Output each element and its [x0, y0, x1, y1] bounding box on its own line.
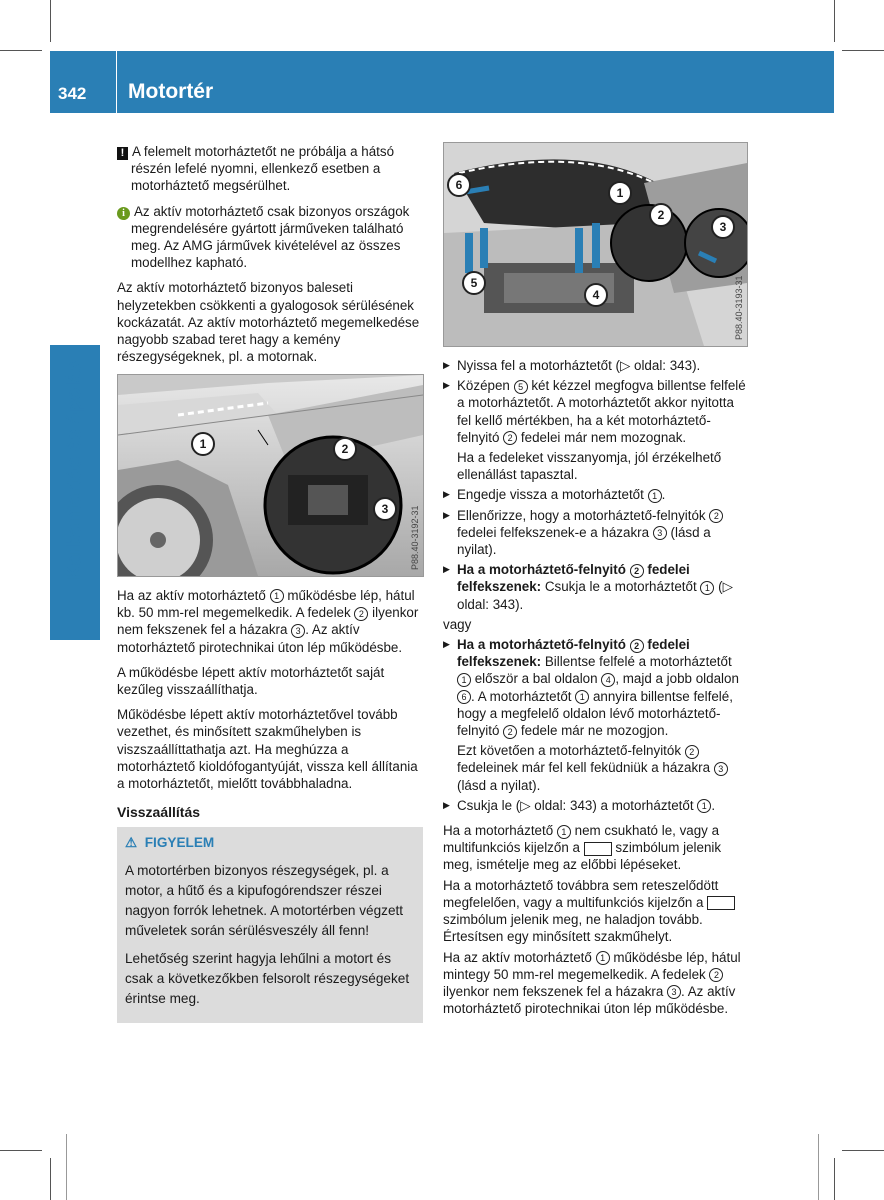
intro-paragraph: Az aktív motorháztető bizonyos baleseti helyzetekben csökkenti a gyalogosok sérülésének kockázatát. Az aktív motorháztető megemelkedése nagyobb szabad teret hagy a kemény részegységeknek, pl. a motornak.	[117, 280, 420, 365]
warning-triangle-icon: ⚠	[125, 835, 138, 851]
chapter-title: Motortér	[128, 80, 214, 103]
notice-paragraph	[117, 143, 423, 195]
crop-mark	[842, 1150, 884, 1151]
warning-title: ⚠ FIGYELEM	[125, 835, 215, 851]
info-text: Az aktív motorháztető csak bizonyos országok megrendelésére gyártott járműveken található meg. Az AMG járművek kivételével az összes modellhez kapható.	[131, 203, 410, 271]
driving-paragraph: Működésbe lépett aktív motorháztetővel tovább vezethet, és minősített szakműhelyben is viszszaállíttathatja azt. Ha meghúzza a motorháztető kioldófogantyúját, vissza kell állítania a motorháztetőt, mielőtt továbbhaladna.	[117, 707, 418, 792]
ref-2: 2	[709, 968, 723, 982]
warning-text-2: Lehetőség szerint hagyja lehűlni a motort és csak a következőkben felsorolt részegységeket érintse meg.	[125, 951, 410, 1007]
activation-paragraph: Ha az aktív motorháztető 1 működésbe lép, hátul kb. 50 mm-rel megemelkedik. A fedelek 2 ilyenkor nem fekszenek fel a házakra 3 . Az aktív motorháztető pirotechnikai úton lép működésbe.	[117, 588, 419, 655]
callout-1: 1	[191, 432, 215, 456]
car-front-illustration	[444, 143, 747, 346]
header-divider	[116, 51, 117, 113]
crop-mark	[834, 0, 835, 42]
step-note: Ha a fedeleket visszanyomja, jól érzékelhető ellenállást tapasztal.	[457, 450, 722, 483]
crop-mark	[0, 1150, 42, 1151]
step-lift-sides: ▶ Ha a motorháztető-felnyitó 2 fedelei felfekszenek: Billentse felfelé a motorháztetőt 1 először a bal oldalon 4 , majd a jobb oldalon 6 . A motorháztetőt 1 annyira billentse felfelé, hogy a megfelelő oldalon lévő motorháztető-felnyitó 2 fedele már ne mozogjon.	[443, 636, 748, 739]
reset-paragraph: A működésbe lépett aktív motorháztetőt saját kezűleg visszaállíthatja.	[117, 664, 385, 698]
crop-mark	[842, 50, 884, 51]
ref-2: 2	[709, 509, 723, 523]
step-close-if-ok: ▶ Ha a motorháztető-felnyitó 2 fedelei felfekszenek: Csukja le a motorháztetőt 1 (▷ oldal: 343).	[443, 561, 748, 613]
callout-2: 2	[649, 203, 673, 227]
figure-hood-side	[117, 374, 424, 577]
figure-code: P88.40-3192-31	[410, 505, 420, 570]
ref-2: 2	[354, 607, 368, 621]
not-latched-paragraph: Ha a motorháztető továbbra sem reteszelődött megfelelően, vagy a multifunkciós kijelzőn a szimbólum jelenik meg, ne haladjon tovább. Értesítsen egy minősített szakműhelyt.	[443, 877, 748, 946]
cannot-close-paragraph: Ha a motorháztető 1 nem csukható le, vagy a multifunkciós kijelzőn a szimbólum jelenik meg, ismételje meg az előbbi lépéseket.	[443, 823, 722, 873]
ref-3: 3	[653, 526, 667, 540]
ref-1: 1	[697, 799, 711, 813]
ref-2: 2	[630, 564, 644, 578]
notice-text: A felemelt motorháztetőt ne próbálja a hátsó részén lefelé nyomni, ellenkező esetben a motorháztető megsérülhet.	[131, 144, 395, 194]
step-check: ▶ Ellenőrizze, hogy a motorháztető-felnyitók 2 fedelei felfekszenek-e a házakra 3 (lásd a nyilat).	[443, 507, 748, 559]
ref-6: 6	[457, 690, 471, 704]
ref-1: 1	[700, 581, 714, 595]
ref-1: 1	[457, 673, 471, 687]
info-icon: i	[117, 207, 130, 220]
step-lift-note: Ezt követően a motorháztető-felnyitók 2 fedeleinek már fel kell feküdniük a házakra 3 (lásd a nyilat).	[443, 742, 748, 794]
ref-3: 3	[291, 624, 305, 638]
figure-hood-front	[443, 142, 748, 347]
ref-1: 1	[648, 489, 662, 503]
ref-2: 2	[503, 431, 517, 445]
ref-1: 1	[575, 690, 589, 704]
step-lift-hood: ▶ Középen 5 két kézzel megfogva billentse felfelé a motorháztetőt. A motorháztetőt akkor nyitotta fel kellő mértékben, ha a két motorháztető-felnyitó 2 fedelei már nem mozognak.	[443, 377, 748, 446]
ref-2: 2	[685, 745, 699, 759]
crop-mark	[66, 1134, 67, 1200]
activation-paragraph-2: Ha az aktív motorháztető 1 működésbe lép, hátul mintegy 50 mm-rel megemelkedik. A fedelek 2 ilyenkor nem fekszenek fel a házakra 3 . Az aktív motorháztető pirotechnikai úton lép működésbe.	[443, 949, 741, 1017]
callout-5: 5	[462, 271, 486, 295]
ref-2: 2	[503, 725, 517, 739]
callout-2: 2	[333, 437, 357, 461]
info-paragraph	[117, 203, 423, 272]
hood-open-symbol-icon	[584, 842, 612, 856]
left-column-top	[117, 143, 423, 373]
ref-5: 5	[514, 380, 528, 394]
page-number: 342	[58, 84, 87, 103]
crop-mark	[818, 1134, 819, 1200]
crop-mark	[834, 1158, 835, 1200]
warning-text-1: A motortérben bizonyos részegységek, pl. a motor, a hűtő és a kipufogórendszer részei nagyon forrók lehetnek. A motortérben végzett műveletek során sérülésveszély áll fenn!	[125, 863, 404, 939]
ref-2: 2	[630, 639, 644, 653]
exclamation-icon: !	[117, 147, 128, 160]
crop-mark	[50, 1158, 51, 1200]
section-heading: Visszaállítás	[117, 804, 201, 821]
figure-code: P88.40-3193-31	[734, 275, 744, 340]
ref-3: 3	[714, 762, 728, 776]
ref-4: 4	[601, 673, 615, 687]
step-open-hood: ▶ Nyissa fel a motorháztetőt (▷ oldal: 343).	[443, 357, 748, 374]
section-label: Karbantartás és ápolás	[63, 359, 86, 581]
or-label: vagy	[443, 616, 472, 632]
callout-6: 6	[447, 173, 471, 197]
callout-3: 3	[711, 215, 735, 239]
callout-4: 4	[584, 283, 608, 307]
left-column-bottom	[117, 587, 423, 1023]
step-close-hood: ▶ Csukja le (▷ oldal: 343) a motorháztetőt 1 .	[443, 797, 748, 814]
crop-mark	[0, 50, 42, 51]
hood-open-symbol-icon	[707, 896, 735, 910]
crop-mark	[50, 0, 51, 42]
ref-1: 1	[557, 825, 571, 839]
callout-3: 3	[373, 497, 397, 521]
warning-box	[117, 827, 423, 1023]
car-side-illustration	[118, 375, 423, 576]
ref-1: 1	[596, 951, 610, 965]
callout-1: 1	[608, 181, 632, 205]
right-column	[443, 357, 748, 1025]
step-release-hood: ▶ Engedje vissza a motorháztetőt 1 .	[443, 486, 748, 503]
ref-1: 1	[270, 589, 284, 603]
ref-3: 3	[667, 985, 681, 999]
